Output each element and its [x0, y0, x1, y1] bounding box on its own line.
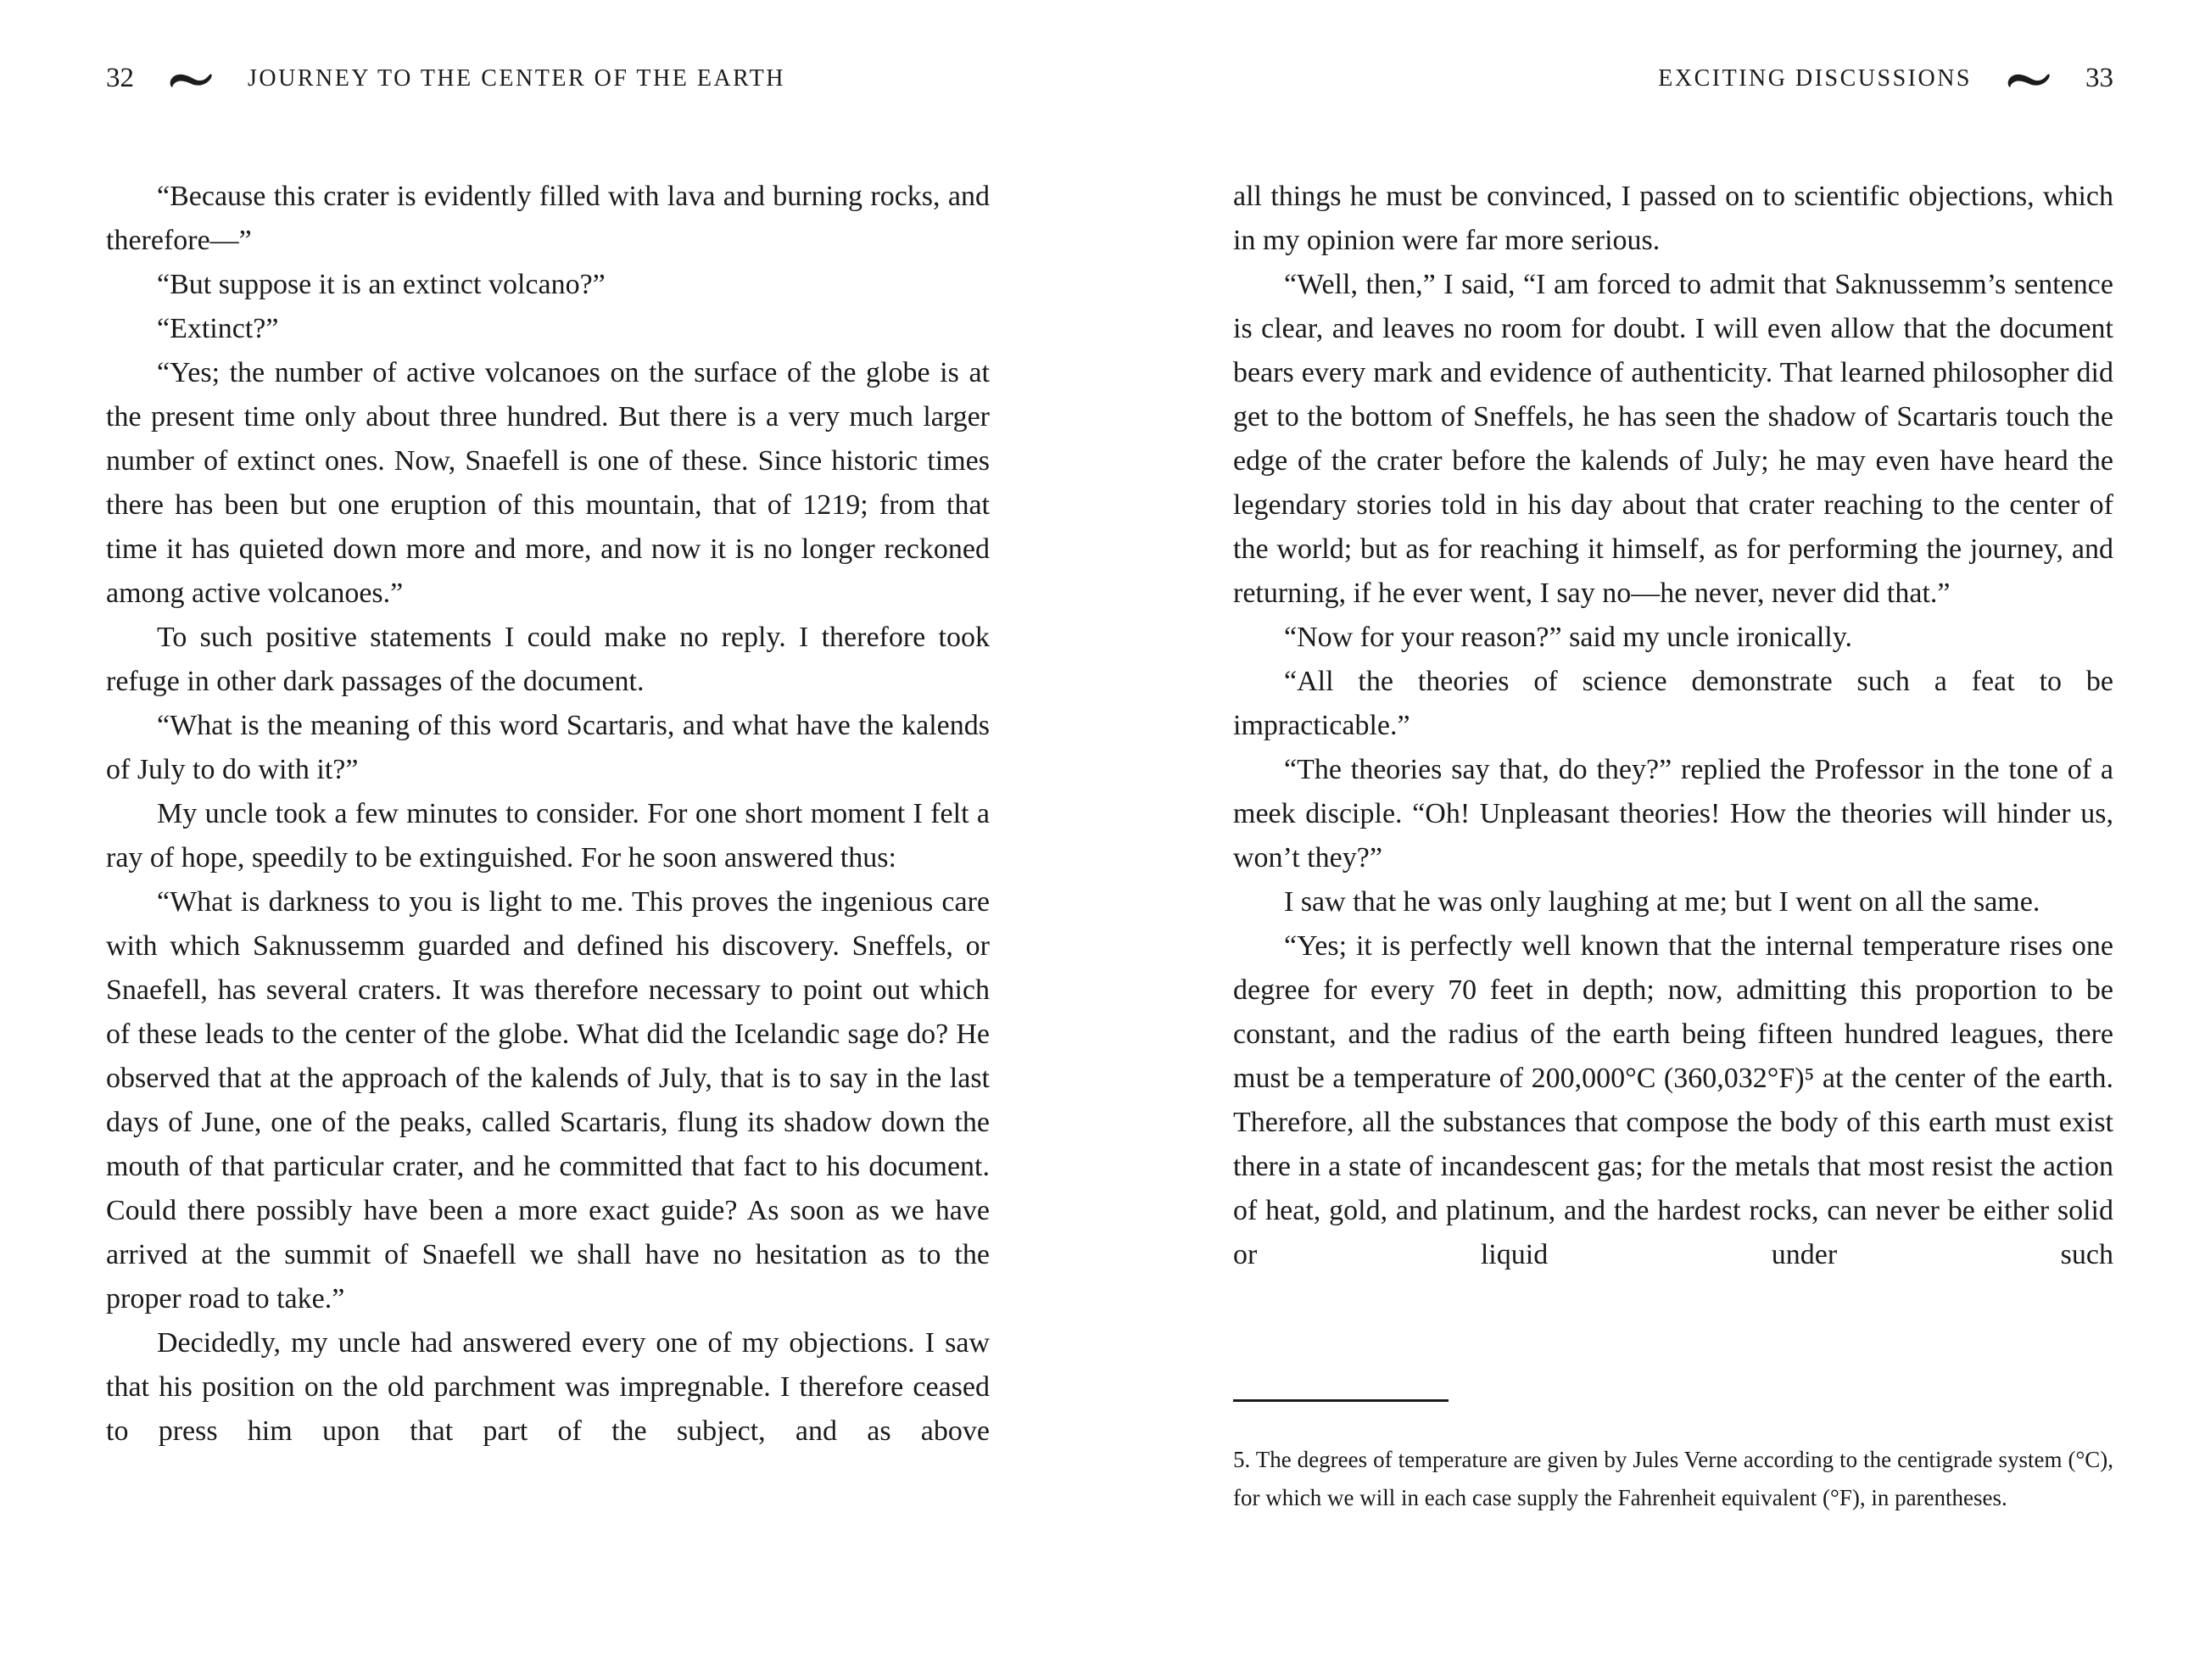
paragraph: “What is the meaning of this word Scartaris, and what have the kalends of July to do with it?” [106, 710, 990, 785]
paragraph: I saw that he was only laughing at me; but I went on all the same. [1284, 886, 2040, 918]
paragraph: “Now for your reason?” said my uncle ironically. [1284, 622, 1853, 653]
page-number-left: 32 [106, 63, 134, 93]
page-left [106, 0, 990, 1680]
running-header-right [1233, 64, 2113, 92]
page-right [1233, 0, 2113, 1680]
paragraph: To such positive statements I could make no reply. I therefore took refuge in other dark passages of the document. [106, 622, 990, 697]
paragraph: all things he must be convinced, I passed on to scientific objections, which in my opinion were far more serious. [1233, 181, 2113, 256]
paragraph: “The theories say that, do they?” replied the Professor in the tone of a meek disciple. “Oh! Unpleasant theories! How the theories will hinder us, won’t they?” [1233, 754, 2113, 873]
paragraph: “Well, then,” I said, “I am forced to admit that Saknussemm’s sentence is clear, and leaves no room for doubt. I will even allow that the document bears every mark and evidence of authenticity. That learned philosopher did get to the bottom of Sneffels, he has seen the shadow of Scartaris touch the edge of the crater before the kalends of July; he may even have heard the legendary stories told in his day about that crater reaching to the center of the world; but as for reaching it himself, as for performing the journey, and returning, if he ever went, I say no—he never, never did that.” [1233, 269, 2113, 609]
paragraph: “All the theories of science demonstrate such a feat to be impracticable.” [1233, 666, 2113, 741]
running-head-title: JOURNEY TO THE CENTER OF THE EARTH [248, 64, 785, 92]
swash-ornament-icon [2004, 68, 2053, 90]
footnote-rule [1233, 1399, 1449, 1402]
footnote: 5. The degrees of temperature are given by Jules Verne according to the centigrade system (°C), for which we will in each case supply the Fahrenheit equivalent (°F), in parentheses. [1233, 1447, 2113, 1510]
paragraph: “Yes; the number of active volcanoes on the surface of the globe is at the present time only about three hundred. But there is a very much larger number of extinct ones. Now, Snaefell is one of these. Since historic times there has been but one eruption of this mountain, that of 1219; from that time it has quieted down more and more, and now it is no longer reckoned among active volcanoes.” [106, 357, 990, 609]
paragraph: “But suppose it is an extinct volcano?” [157, 269, 606, 300]
paragraph: My uncle took a few minutes to consider. For one short moment I felt a ray of hope, speedily to be extinguished. For he soon answered thus: [106, 798, 990, 873]
running-header-left [106, 64, 990, 92]
paragraph: “Extinct?” [157, 313, 279, 344]
paragraph: “What is darkness to you is light to me. This proves the ingenious care with which Saknussemm guarded and defined his discovery. Sneffels, or Snaefell, has several craters. It was therefore necessary to point out which of these leads to the center of the globe. What did the Icelandic sage do? He observed that at the approach of the kalends of July, that is to say in the last days of June, one of the peaks, called Scartaris, flung its shadow down the mouth of that particular crater, and he committed that fact to his document. Could there possibly have been a more exact guide? As soon as we have arrived at the summit of Snaefell we shall have no hesitation as to the proper road to take.” [106, 886, 990, 1314]
paragraph: Decidedly, my uncle had answered every one of my objections. I saw that his position on the old parchment was impregnable. I therefore ceased to press him upon that part of the subject, and as above [106, 1327, 990, 1447]
page-number-right: 33 [2085, 63, 2113, 93]
swash-ornament-icon [166, 68, 215, 90]
paragraph: “Because this crater is evidently filled with lava and burning rocks, and therefore—” [106, 181, 990, 256]
paragraph: “Yes; it is perfectly well known that the internal temperature rises one degree for every 70 feet in depth; now, admitting this proportion to be constant, and the radius of the earth being fifteen hundred leagues, there must be a temperature of 200,000°C (360,032°F)⁵ at the center of the earth. Therefore, all the substances that compose the body of this earth must exist there in a state of incandescent gas; for the metals that most resist the action of heat, gold, and platinum, and the hardest rocks, can never be either solid or liquid under such [1233, 930, 2113, 1270]
page-body-right [1233, 175, 2113, 1277]
page-body-left [106, 175, 990, 1454]
running-head-title: EXCITING DISCUSSIONS [1658, 64, 1972, 92]
